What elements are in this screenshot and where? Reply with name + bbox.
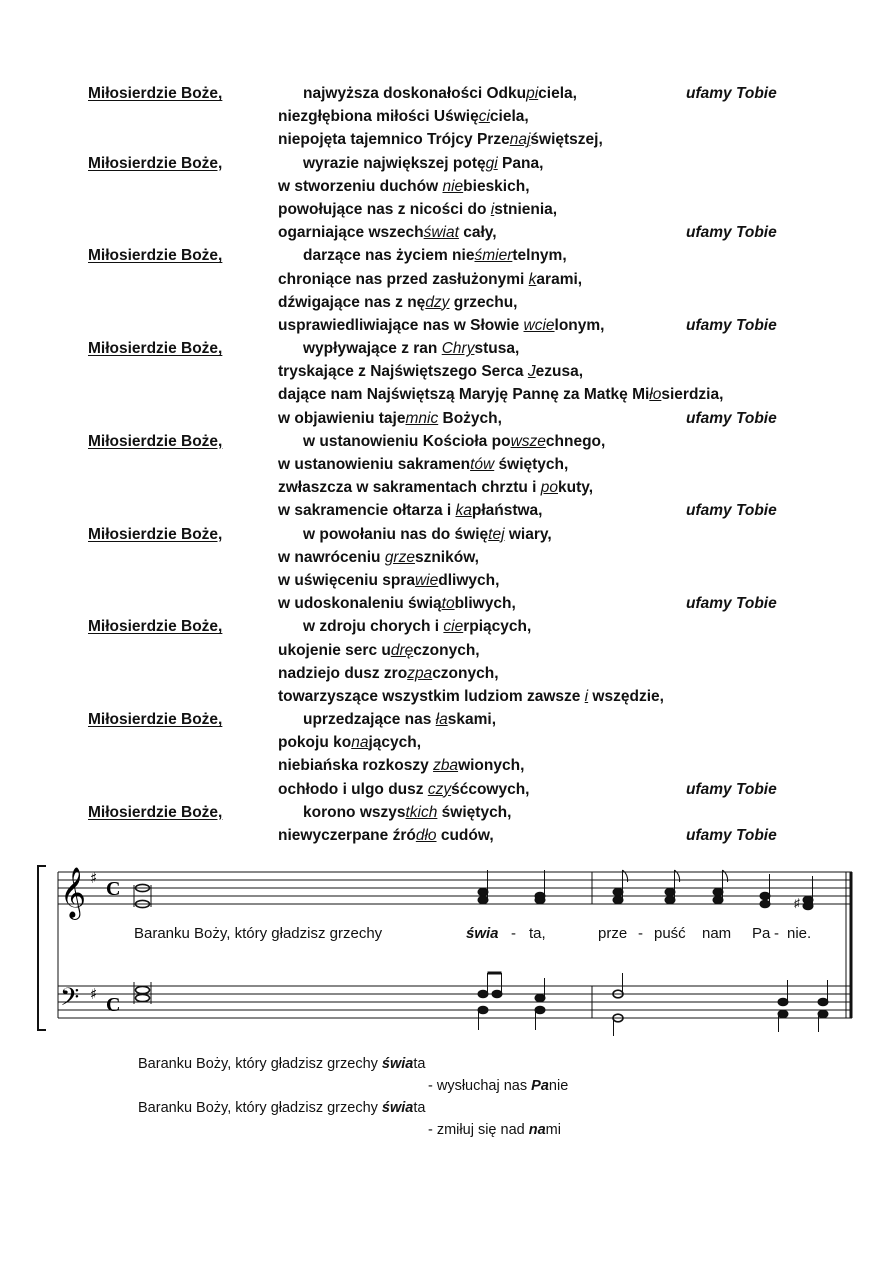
music-score [0,852,893,1042]
litany-row [0,407,893,430]
invocation-lead: Miłosierdzie Boże, [88,711,223,729]
response-line: - zmiłuj się nad nami [428,1122,561,1138]
invocation-text: niebiańska rozkoszy zbawionych, [278,757,525,775]
invocation-text: w stworzeniu duchów niebieskich, [278,177,530,195]
response-ufamy: ufamy Tobie [686,595,777,613]
litany-row [0,152,893,175]
invocation-text: dające nam Najświętszą Maryję Pannę za Matkę Miłosierdzia, [278,386,724,404]
litany-row [0,592,893,615]
response-line: Baranku Boży, który gładzisz grzechy świata [138,1056,426,1072]
response-ufamy: ufamy Tobie [686,502,777,520]
invocation-text: powołujące nas z nicości do istnienia, [278,200,558,218]
litany-row [0,639,893,662]
response-line: - wysłuchaj nas Panie [428,1078,569,1094]
litany-row [0,523,893,546]
bass-breve-chord [134,982,151,1004]
litany-row [0,824,893,847]
invocation-lead: Miłosierdzie Boże, [88,803,223,821]
litany-row [0,685,893,708]
invocation-text: w sakramencie ołtarza i kapłaństwa, [278,502,543,520]
litany-row [0,268,893,291]
lyric-text: Baranku Boży, który gładzisz grzechy [134,925,383,942]
litany-row [0,291,893,314]
litany-row [0,569,893,592]
litany-row [0,128,893,151]
lyric-syllable: ta, [529,925,546,942]
invocation-lead: Miłosierdzie Boże, [88,432,223,450]
invocation-text: w ustanowieniu Kościoła powszechnego, [303,432,606,450]
response-line: Baranku Boży, który gładzisz grzechy świata [138,1100,426,1116]
litany-row [0,708,893,731]
litany-row [0,244,893,267]
lyric-hyphen: - [511,925,516,942]
invocation-text: niepojęta tajemnico Trójcy Przenajświętszej, [278,131,603,149]
invocation-lead: Miłosierdzie Boże, [88,85,223,102]
bass-clef-icon: 𝄢 [60,983,80,1018]
litany-row [0,105,893,128]
invocation-text: dźwigające nas z nędzy grzechu, [278,293,518,311]
litany-row [0,778,893,801]
litany-row [0,546,893,569]
litany-row [0,337,893,360]
invocation-text: chroniące nas przed zasłużonymi karami, [278,270,583,288]
invocation-lead: Miłosierdzie Boże, [88,154,223,172]
invocation-text: nadziejo dusz zrozpaczonych, [278,664,499,682]
litany-row [0,615,893,638]
lyric-syllable: świa [466,925,499,942]
invocation-text: w powołaniu nas do świętej wiary, [303,525,552,543]
invocation-text: w nawróceniu grzeszników, [278,548,479,566]
invocation-lead: Miłosierdzie Boże, [88,618,223,636]
litany-row [0,221,893,244]
litany-row [0,175,893,198]
invocation-text: ukojenie serc udręczonych, [278,641,480,659]
invocation-text: usprawiedliwiające nas w Słowie wcielonym, [278,316,605,334]
invocation-text: ochłodo i ulgo dusz czyśćcowych, [278,780,530,798]
litany-row [0,383,893,406]
invocation-text: w udoskonaleniu świątobliwych, [278,595,516,613]
treble-time-signature: C [106,878,121,900]
invocation-lead: Miłosierdzie Boże, [88,247,223,265]
invocation-text: zwłaszcza w sakramentach chrztu i pokuty, [278,479,594,497]
litany-row [0,754,893,777]
response-ufamy: ufamy Tobie [686,316,777,334]
system-bracket [38,866,46,1030]
lyric-syllable: Pa [752,925,771,942]
response-ufamy: ufamy Tobie [686,780,777,798]
invocation-lead: Miłosierdzie Boże, [88,340,223,358]
litany-row [0,314,893,337]
litany-row [0,453,893,476]
litany [0,82,893,847]
litany-row [0,801,893,824]
lyric-syllable: nie. [787,925,812,942]
lyric-syllable: nam [702,925,732,942]
invocation-text: w objawieniu tajemnic Bożych, [278,409,502,427]
svg-text:♯: ♯ [794,896,800,910]
invocation-text: niewyczerpane źródło cudów, [278,827,494,844]
bass-staff [58,986,852,1018]
treble-staff [58,872,852,904]
bass-time-signature: C [106,994,121,1016]
invocation-text: korono wszystkich świętych, [303,803,512,821]
invocation-text: w zdroju chorych i cierpiących, [303,618,532,636]
response-ufamy: ufamy Tobie [686,224,777,242]
lyric-syllable: puść [654,925,686,942]
response-ufamy: ufamy Tobie [686,409,777,427]
litany-row [0,82,893,105]
litany-row [0,499,893,522]
litany-row [0,662,893,685]
invocation-text: najwyższa doskonałości Odkupiciela, [303,85,577,102]
invocation-text: wypływające z ran Chrystusa, [303,340,520,358]
invocation-lead: Miłosierdzie Boże, [88,525,223,543]
treble-key-signature: ♯ [90,869,98,887]
response-ufamy: ufamy Tobie [686,827,777,844]
invocation-text: towarzyszące wszystkim ludziom zawsze i wszędzie, [278,687,664,705]
invocation-text: uprzedzające nas łaskami, [303,711,497,729]
lyric-hyphen: - [638,925,643,942]
litany-row [0,430,893,453]
invocation-text: ogarniające wszechświat cały, [278,224,497,242]
invocation-text: pokoju konających, [278,734,422,752]
treble-clef-icon: 𝄞 [60,867,87,918]
invocation-text: tryskające z Najświętszego Serca Jezusa, [278,363,584,381]
invocation-text: wyrazie największej potęgi Pana, [303,154,544,172]
lyric-hyphen: - [774,925,779,942]
bass-key-signature: ♯ [90,985,98,1003]
litany-row [0,731,893,754]
litany-row [0,360,893,383]
litany-row [0,198,893,221]
lyric-syllable: prze [598,925,628,942]
response-ufamy: ufamy Tobie [686,85,777,102]
responses [138,1053,568,1141]
invocation-text: w ustanowieniu sakramentów świętych, [278,456,569,473]
bass-notes [478,973,828,1036]
invocation-text: w uświęceniu sprawiedliwych, [278,571,500,589]
invocation-text: darzące nas życiem nieśmiertelnym, [303,247,567,265]
litany-row [0,476,893,499]
invocation-text: niezgłębiona miłości Uświęciciela, [278,108,529,126]
